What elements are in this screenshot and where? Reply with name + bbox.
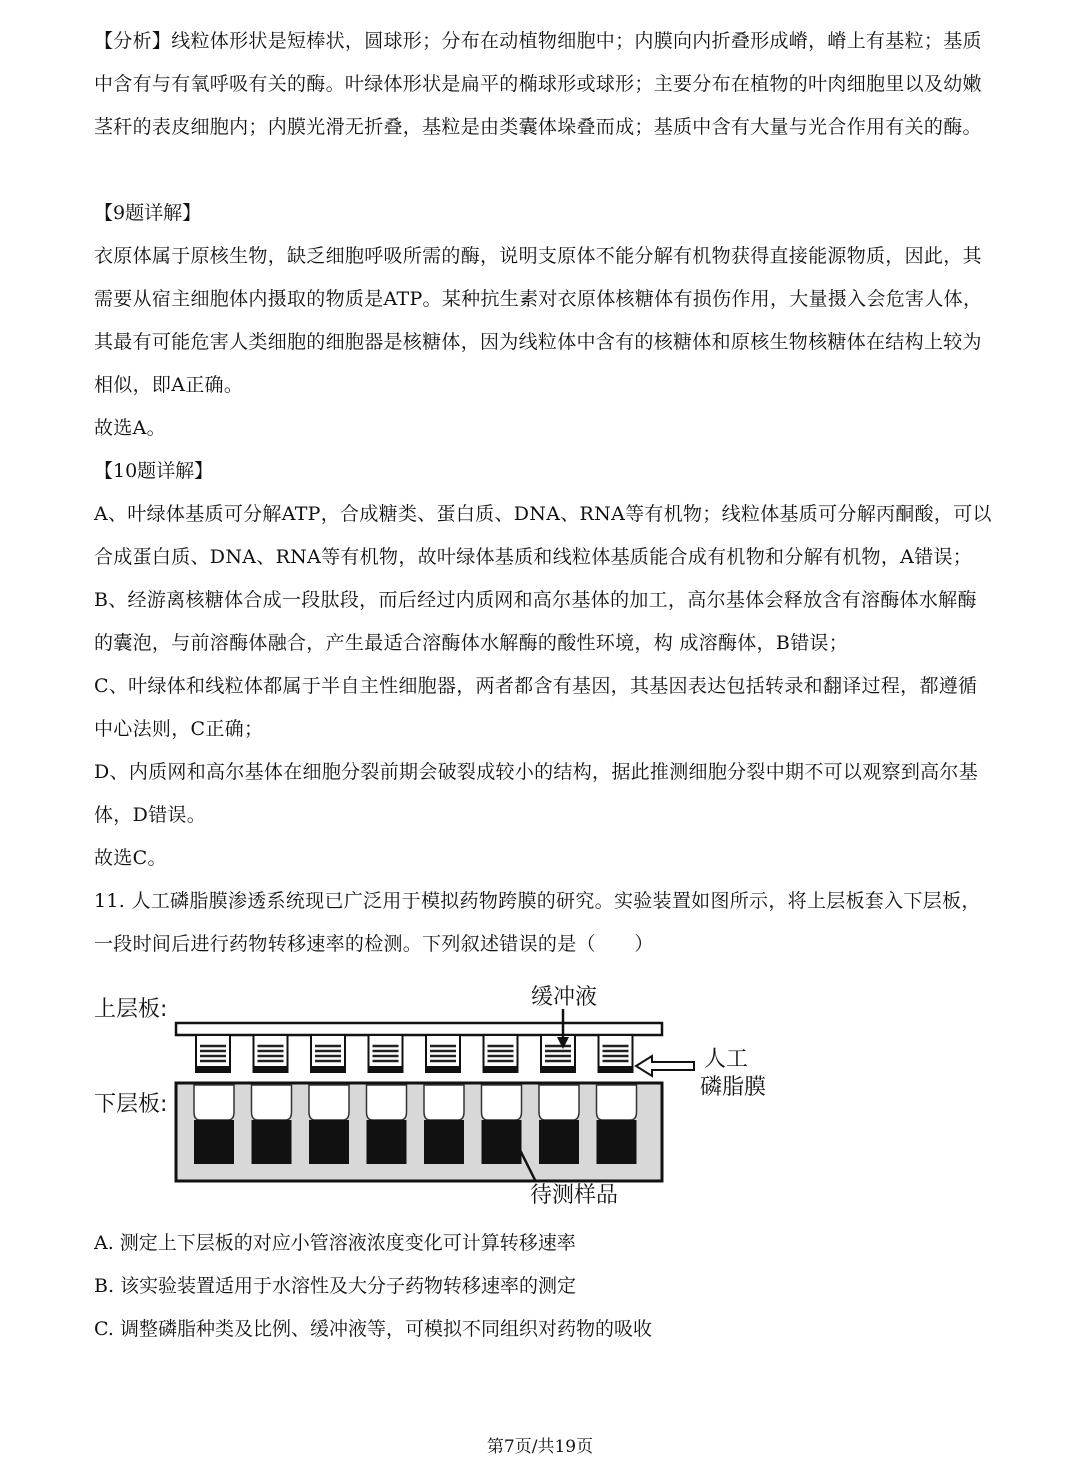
sample-liquid [539,1120,579,1164]
q10-heading: 【10题详解】 [94,460,214,482]
membrane-arrow [636,1056,694,1076]
sample-liquid [309,1120,349,1164]
q10-line: 的囊泡，与前溶酶体融合，产生最适合溶酶体水解酶的酸性环境，构 成溶酶体，B错误； [94,632,849,654]
analysis-line: 中含有与有氧呼吸有关的酶。叶绿体形状是扁平的椭球形或球形；主要分布在植物的叶肉细胞里以及幼嫩 [94,73,982,95]
membrane-label-line1: 人工 [704,1047,749,1072]
analysis-line: 【分析】线粒体形状是短棒状，圆球形；分布在动植物细胞中；内膜向内折叠形成嵴，嵴上有基粒；基质 [94,30,982,52]
q10-conclusion: 故选C。 [94,847,167,869]
phospholipid-membrane [484,1066,518,1072]
upper-plate-label: 上层板: [94,997,168,1022]
option-a: A. 测定上下层板的对应小管溶液浓度变化可计算转移速率 [94,1232,576,1254]
q10-line: D、内质网和高尔基体在细胞分裂前期会破裂成较小的结构，据此推测细胞分裂中期不可以观察到高尔基 [94,761,979,783]
phospholipid-membrane [426,1066,460,1072]
q11-line: 一段时间后进行药物转移速率的检测。下列叙述错误的是（ ） [94,933,654,955]
phospholipid-membrane [541,1066,575,1072]
q9-line: 衣原体属于原核生物，缺乏细胞呼吸所需的酶，说明支原体不能分解有机物获得直接能源物质，因此，其 [94,245,982,267]
lower-plate-body [176,1083,662,1181]
q9-line: 需要从宿主细胞体内摄取的物质是ATP。某种抗生素对衣原体核糖体有损伤作用，大量摄入会危害人体， [94,288,983,310]
q9-conclusion: 故选A。 [94,417,166,439]
q10-line: 中心法则，C正确； [94,718,264,740]
q10-line: 合成蛋白质、DNA、RNA等有机物，故叶绿体基质和线粒体基质能合成有机物和分解有机物，A错误； [94,546,973,568]
phospholipid-membrane [254,1066,288,1072]
q10-line: 体，D错误。 [94,804,207,826]
upper-plate-bar [176,1023,662,1035]
q10-line: B、经游离核糖体合成一段肽段，而后经过内质网和高尔基体的加工，高尔基体会释放含有溶酶体水解酶 [94,589,977,611]
phospholipid-membrane [196,1066,230,1072]
page-number: 第7页/共19页 [486,1437,594,1457]
option-c: C. 调整磷脂种类及比例、缓冲液等，可模拟不同组织对药物的吸收 [94,1318,652,1340]
lower-well [309,1085,349,1120]
lower-well [539,1085,579,1120]
sample-label: 待测样品 [530,1183,619,1208]
lower-well [252,1085,292,1120]
sample-liquid [597,1120,637,1164]
q10-line: C、叶绿体和线粒体都属于半自主性细胞器，两者都含有基因，其基因表达包括转录和翻译过程，都遵循 [94,675,978,697]
sample-liquid [424,1120,464,1164]
q11-line: 11. 人工磷脂膜渗透系统现已广泛用于模拟药物跨膜的研究。实验装置如图所示，将上层板套入下层板， [94,890,981,912]
lower-well [367,1085,407,1120]
sample-liquid [252,1120,292,1164]
sample-liquid [367,1120,407,1164]
lower-well [194,1085,234,1120]
sample-liquid [482,1120,522,1164]
analysis-line: 茎秆的表皮细胞内；内膜光滑无折叠，基粒是由类囊体垛叠而成；基质中含有大量与光合作用有关的酶。 [94,116,982,138]
q9-heading: 【9题详解】 [94,202,202,224]
buffer-label: 缓冲液 [531,985,598,1010]
q9-line: 其最有可能危害人类细胞的细胞器是核糖体，因为线粒体中含有的核糖体和原核生物核糖体在结构上较为 [94,331,982,353]
lower-plate-label: 下层板: [94,1092,168,1117]
lower-well [482,1085,522,1120]
phospholipid-membrane [369,1066,403,1072]
phospholipid-membrane [599,1066,633,1072]
lower-well [597,1085,637,1120]
q9-line: 相似，即A正确。 [94,374,244,396]
sample-liquid [194,1120,234,1164]
phospholipid-membrane [311,1066,345,1072]
option-b: B. 该实验装置适用于水溶性及大分子药物转移速率的测定 [94,1275,577,1297]
q10-line: A、叶绿体基质可分解ATP，合成糖类、蛋白质、DNA、RNA等有机物；线粒体基质可分解丙酮酸，可以 [94,503,992,525]
lower-well [424,1085,464,1120]
membrane-label-line2: 磷脂膜 [700,1075,767,1100]
